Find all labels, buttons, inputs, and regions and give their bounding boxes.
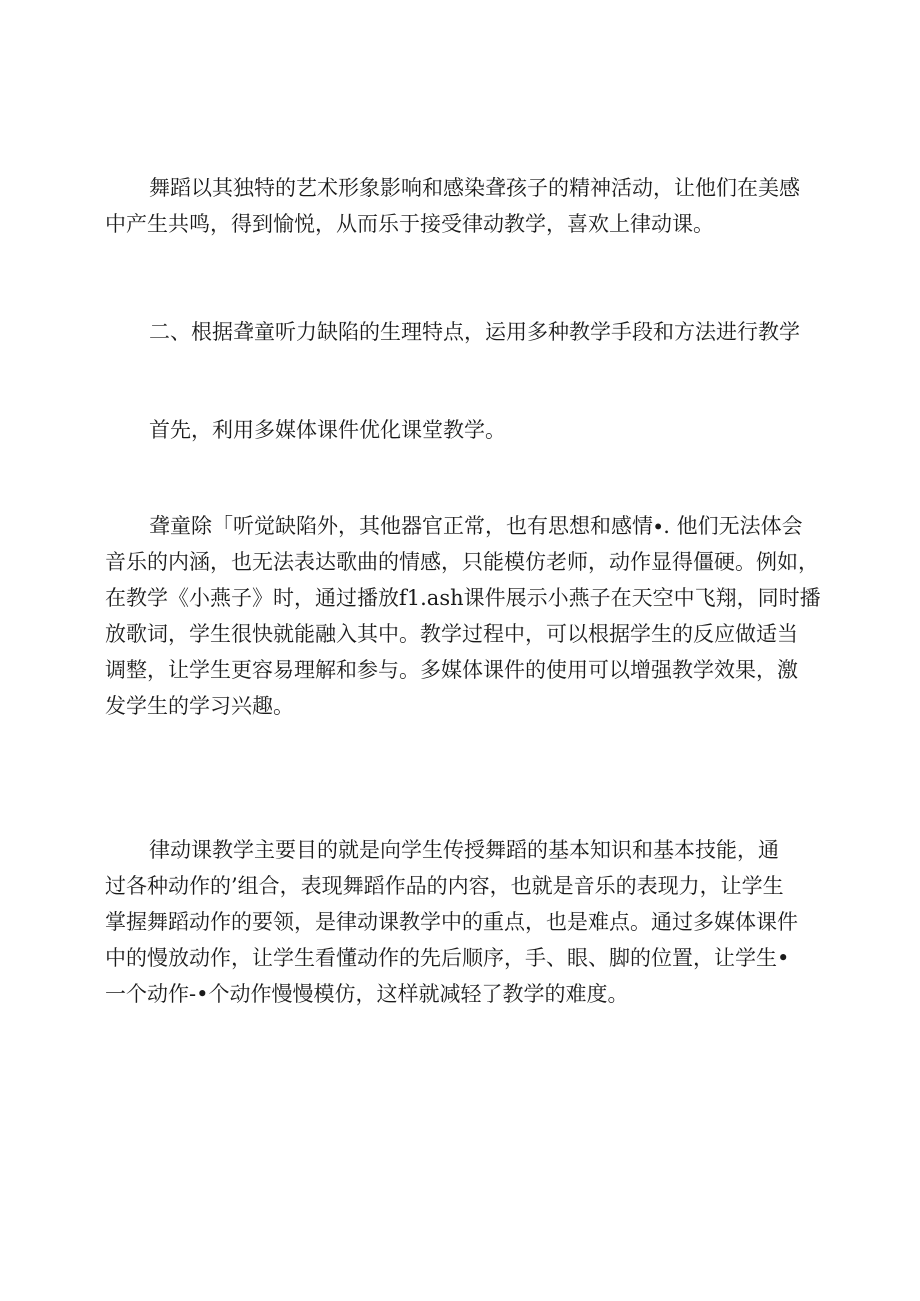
paragraph-first-point xyxy=(105,412,506,448)
text-line: 首先，利用多媒体课件优化课堂教学。 xyxy=(149,418,506,442)
paragraph-rhythm-class xyxy=(105,832,798,1012)
text-line: 一个动作-•个动作慢慢模仿，这样就减轻了教学的难度。 xyxy=(105,982,629,1006)
text-line: 二、根据聋童听力缺陷的生理特点，运用多种教学手段和方法进行教学 xyxy=(149,320,800,344)
paragraph-dance-intro xyxy=(105,170,800,242)
text-line: 舞蹈以其独特的艺术形象影响和感染聋孩子的精神活动，让他们在美感 xyxy=(149,176,800,200)
text-line: 中产生共鸣，得到愉悦，从而乐于接受律动教学，喜欢上律动课。 xyxy=(105,212,714,236)
text-line: 放歌词，学生很快就能融入其中。教学过程中，可以根据学生的反应做适当 xyxy=(105,622,798,646)
text-line: 中的慢放动作，让学生看懂动作的先后顺序，手、眼、脚的位置，让学生• xyxy=(105,946,790,970)
text-line: 发学生的学习兴趣。 xyxy=(105,694,294,718)
text-line: 掌握舞蹈动作的要领，是律动课教学中的重点，也是难点。通过多媒体课件 xyxy=(105,910,798,934)
section-heading xyxy=(105,314,800,350)
text-line: 在教学《小燕子》时，通过播放f1.ash课件展示小燕子在天空中飞翔，同时播 xyxy=(105,586,821,610)
text-line: 音乐的内涵，也无法表达歌曲的情感，只能模仿老师，动作显得僵硬。例如， xyxy=(105,550,819,574)
text-line: 过各种动作的’组合，表现舞蹈作品的内容，也就是音乐的表现力，让学生 xyxy=(105,874,784,898)
text-line: 聋童除「听觉缺陷外，其他器官正常，也有思想和感情∙. 他们无法体会 xyxy=(149,514,803,538)
text-line: 调整，让学生更容易理解和参与。多媒体课件的使用可以增强教学效果，激 xyxy=(105,658,798,682)
paragraph-multimedia xyxy=(105,508,821,724)
text-line: 律动课教学主要目的就是向学生传授舞蹈的基本知识和基本技能，通 xyxy=(149,838,779,862)
